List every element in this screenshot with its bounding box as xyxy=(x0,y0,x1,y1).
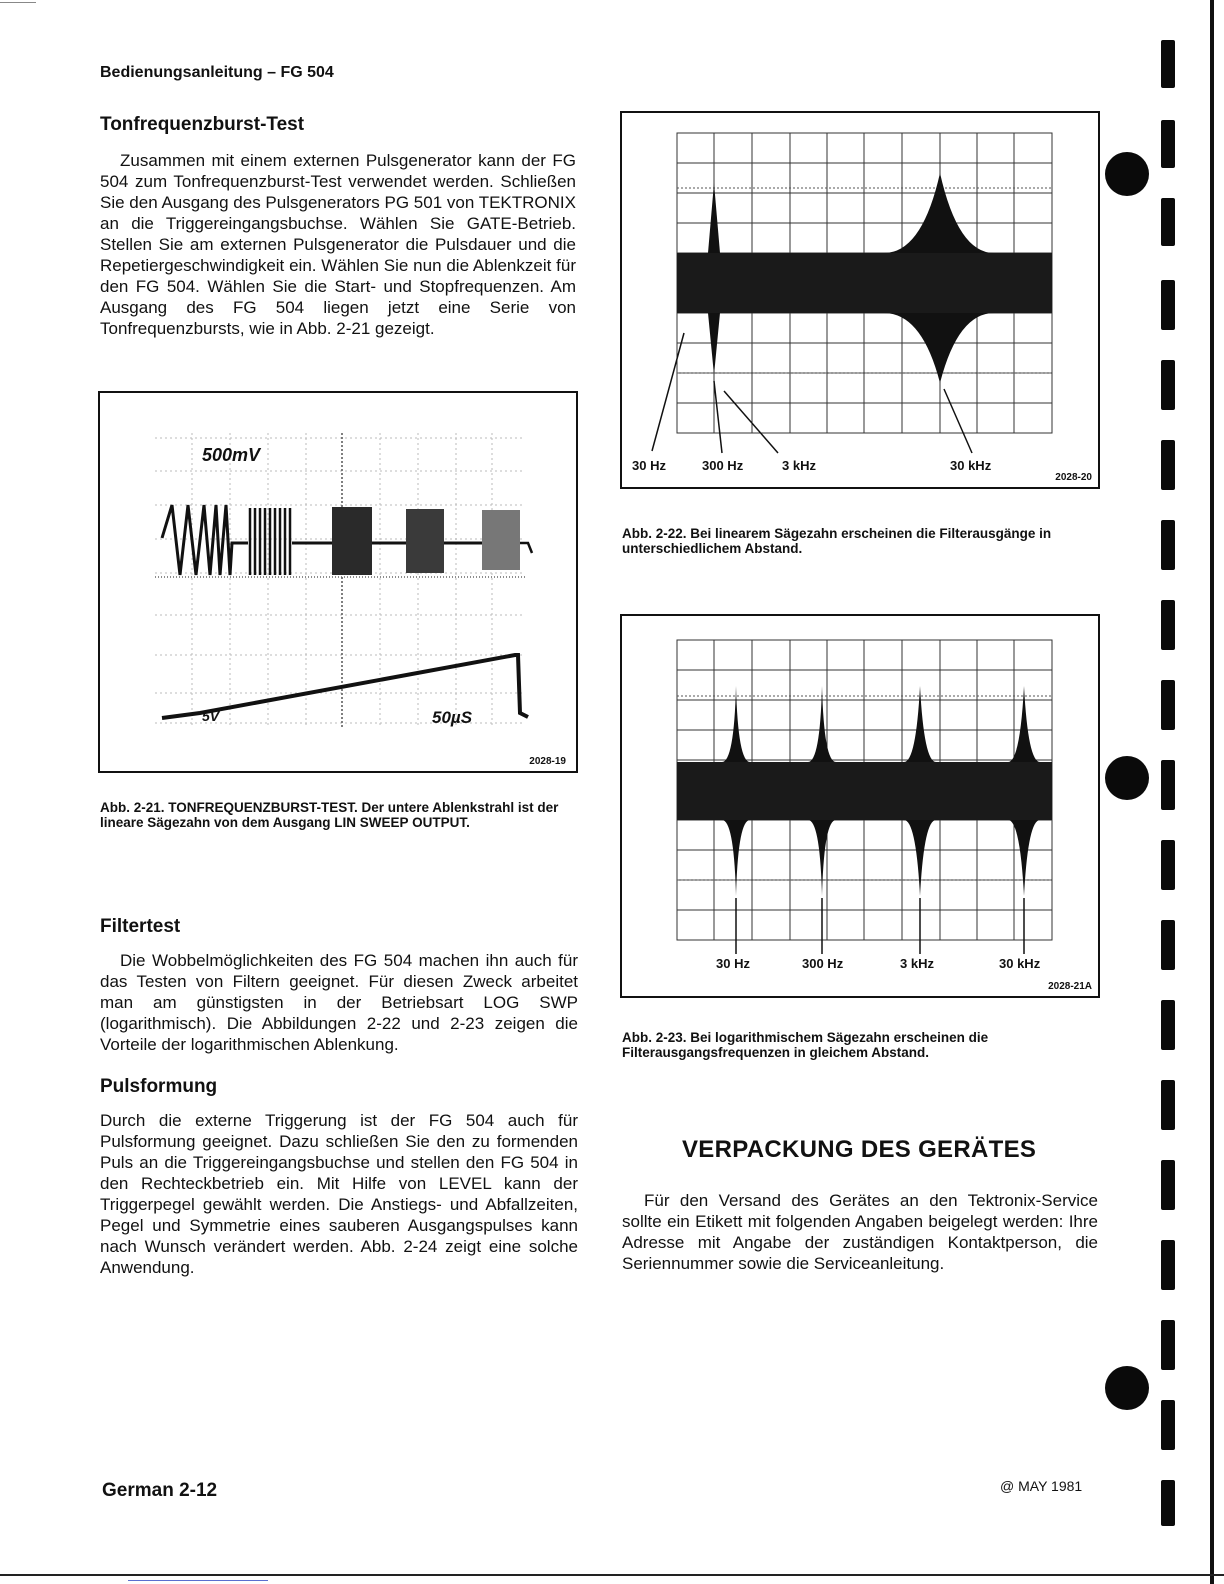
fig23-label-300hz: 300 Hz xyxy=(802,956,844,971)
scan-artifact-line xyxy=(128,1580,268,1581)
fig21-time-label: 50µS xyxy=(432,708,473,727)
fig23-label-30khz: 30 kHz xyxy=(999,956,1041,971)
margin-mark xyxy=(1161,120,1175,168)
page-header: Bedienungsanleitung – FG 504 xyxy=(100,64,334,81)
fig22-label-3khz: 3 kHz xyxy=(782,458,816,473)
caption-fig-2-22: Abb. 2-22. Bei linearem Sägezahn erscheinen die Filterausgänge in unterschiedlichem Abstand. xyxy=(622,526,1052,556)
page-bottom-line xyxy=(0,1574,1224,1576)
margin-mark xyxy=(1161,198,1175,246)
figure-2-22 xyxy=(620,111,1100,489)
margin-mark xyxy=(1161,40,1175,88)
corner-mark xyxy=(0,2,36,3)
fig21-5v-label: 5V xyxy=(202,708,220,724)
footer-page-number: German 2-12 xyxy=(102,1480,218,1501)
fig22-number: 2028-20 xyxy=(1055,472,1092,483)
margin-mark xyxy=(1161,280,1175,330)
paragraph-tonfrequenzburst: Zusammen mit einem externen Pulsgenerator kann der FG 504 zum Tonfrequenzburst-Test verwendet werden. Schließen Sie den Ausgang des Pulsgenerators PG 501 von TEKTRONIX an die Triggereingangsbuchse. Wählen Sie GATE-Betrieb. Stellen Sie am externen Pulsgenerator die Pulsdauer und die Repetiergeschwindigkeit ein. Wählen Sie nun die Ablenkzeit für den FG 504. Wählen Sie die Start- und Stopfrequenzen. Am Ausgang des FG 504 liegen jetzt eine Serie von Tonfrequenzbursts, wie in Abb. 2-21 gezeigt. xyxy=(100,151,576,338)
margin-mark xyxy=(1161,1080,1175,1130)
margin-mark xyxy=(1161,1000,1175,1050)
fig23-number: 2028-21A xyxy=(1048,981,1092,992)
fig22-label-30khz: 30 kHz xyxy=(950,458,992,473)
binder-hole xyxy=(1105,756,1149,800)
fig21-number: 2028-19 xyxy=(529,756,566,767)
section-title-verpackung: VERPACKUNG DES GERÄTES xyxy=(682,1136,1037,1163)
filter-response-linear-graphic xyxy=(622,113,1098,487)
figure-2-21 xyxy=(98,391,578,773)
margin-mark xyxy=(1161,680,1175,730)
margin-mark xyxy=(1161,360,1175,410)
margin-mark xyxy=(1161,440,1175,490)
fig21-volts-label: 500mV xyxy=(202,445,261,465)
paragraph-filtertest: Die Wobbelmöglichkeiten des FG 504 machen ihn auch für das Testen von Filtern geeignet. Für diesen Zweck arbeitet man am günstigsten in der Betriebsart LOG SWP (logarithmisch). Die Abbildungen 2-22 und 2-23 zeigen die Vorteile der logarithmischen Ablenkung. xyxy=(100,951,578,1054)
margin-mark xyxy=(1161,1400,1175,1450)
caption-fig-2-23: Abb. 2-23. Bei logarithmischem Sägezahn erscheinen die Filterausgangsfrequenzen in gleichem Abstand. xyxy=(622,1030,989,1060)
fig22-label-30hz: 30 Hz xyxy=(632,458,666,473)
section-title-pulsformung: Pulsformung xyxy=(100,1076,218,1097)
margin-mark xyxy=(1161,920,1175,970)
binder-hole xyxy=(1105,152,1149,196)
paragraph-verpackung: Für den Versand des Gerätes an den Tektronix-Service sollte ein Etikett mit folgenden Angaben beigelegt werden: Ihre Adresse mit Angabe der zuständigen Kontaktperson, die Seriennummer sowie die Serviceanleitung. xyxy=(622,1191,1098,1273)
fig23-label-3khz: 3 kHz xyxy=(900,956,934,971)
caption-fig-2-21: Abb. 2-21. TONFREQUENZBURST-TEST. Der untere Ablenkstrahl ist der lineare Sägezahn von dem Ausgang LIN SWEEP OUTPUT. xyxy=(100,800,559,830)
section-title-tonfrequenzburst: Tonfrequenzburst-Test xyxy=(100,114,305,135)
filter-response-log-graphic xyxy=(622,616,1098,996)
margin-mark xyxy=(1161,1240,1175,1290)
fig23-label-30hz: 30 Hz xyxy=(716,956,750,971)
paragraph-pulsformung: Durch die externe Triggerung ist der FG 504 auch für Pulsformung geeignet. Dazu schließen Sie den zu formenden Puls an die Triggereingangsbuchse und stellen den FG 504 in den Rechteckbetrieb ein. Mit Hilfe von LEVEL kann der Triggerpegel gewählt werden. Die Anstiegs- und Abfallzeiten, Pegel und Symmetrie eines sauberen Ausgangspulses kann nach Wunsch verändert werden. Abb. 2-24 zeigt eine solche Anwendung. xyxy=(100,1111,578,1277)
margin-mark xyxy=(1161,1160,1175,1210)
fig22-label-300hz: 300 Hz xyxy=(702,458,744,473)
margin-mark xyxy=(1161,520,1175,570)
margin-mark xyxy=(1161,600,1175,650)
oscilloscope-burst-graphic xyxy=(100,393,576,771)
margin-mark xyxy=(1161,1480,1175,1526)
margin-mark xyxy=(1161,840,1175,890)
section-title-filtertest: Filtertest xyxy=(100,916,181,937)
figure-2-23 xyxy=(620,614,1100,998)
margin-mark xyxy=(1161,760,1175,810)
margin-mark xyxy=(1161,1320,1175,1370)
footer-date: @ MAY 1981 xyxy=(1000,1478,1083,1494)
binder-hole xyxy=(1105,1366,1149,1410)
page-edge-line xyxy=(1210,0,1214,1584)
